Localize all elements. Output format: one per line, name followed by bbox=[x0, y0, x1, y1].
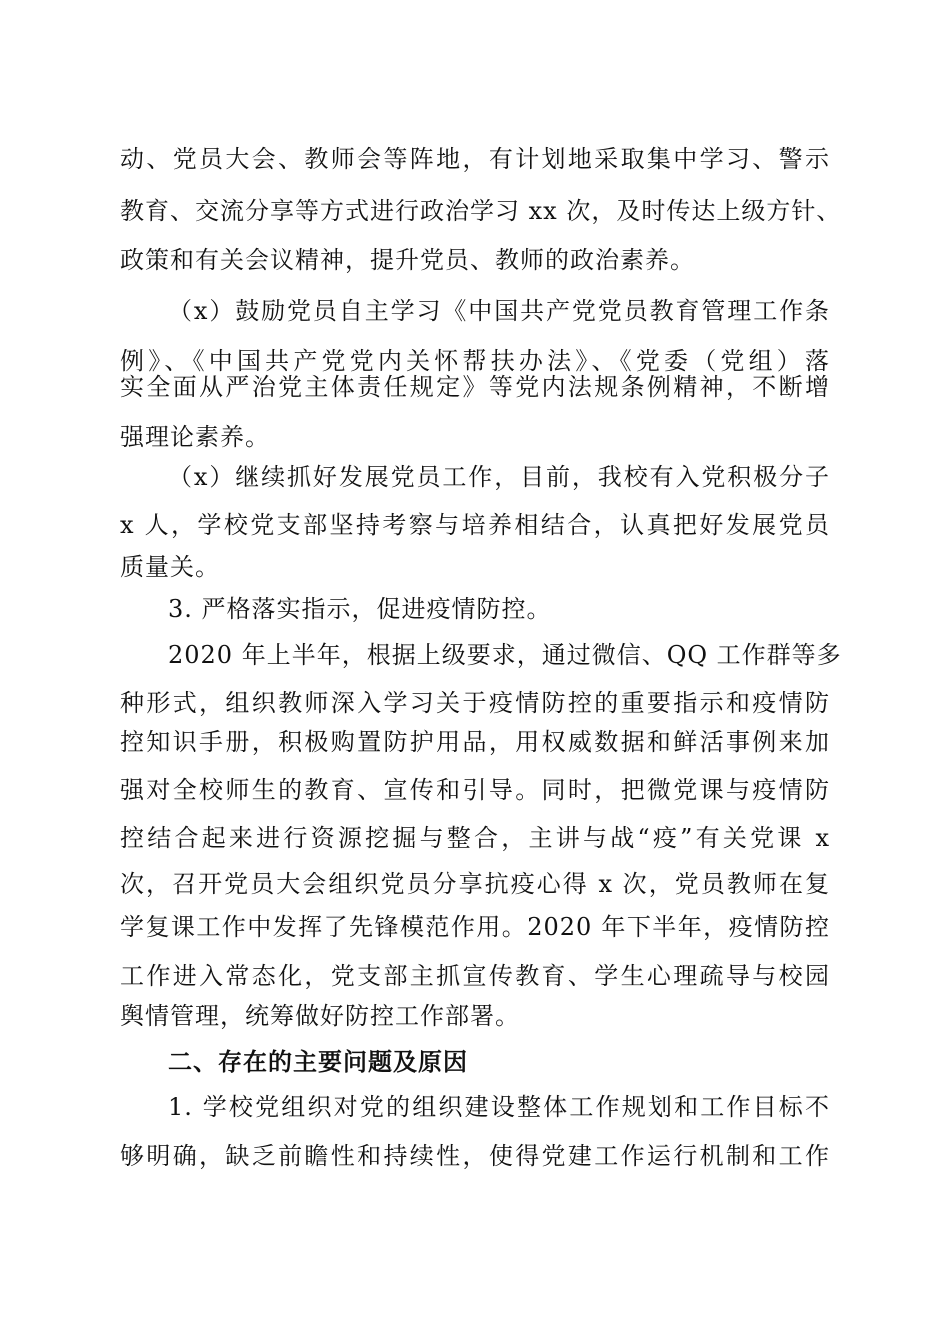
text-line: 实全面从严治党主体责任规定》等党内法规条例精神，不断增 bbox=[120, 373, 830, 401]
text-line: 2020 年上半年，根据上级要求，通过微信、QQ 工作群等多 bbox=[168, 641, 842, 669]
text-line: （x）鼓励党员自主学习《中国共产党党员教育管理工作条 bbox=[168, 297, 830, 325]
text-line: 1. 学校党组织对党的组织建设整体工作规划和工作目标不 bbox=[168, 1093, 830, 1121]
text-line: （x）继续抓好发展党员工作，目前，我校有入党积极分子 bbox=[168, 463, 830, 491]
text-line: 种形式，组织教师深入学习关于疫情防控的重要指示和疫情防 bbox=[120, 689, 830, 717]
text-line: 强对全校师生的教育、宣传和引导。同时，把微党课与疫情防 bbox=[120, 776, 830, 804]
section-subheading: 3. 严格落实指示，促进疫情防控。 bbox=[168, 595, 552, 623]
text-line: 控知识手册，积极购置防护用品，用权威数据和鲜活事例来加 bbox=[120, 728, 830, 756]
text-line: x 人，学校党支部坚持考察与培养相结合，认真把好发展党员 bbox=[120, 511, 830, 539]
text-line: 质量关。 bbox=[120, 553, 220, 581]
text-line: 动、党员大会、教师会等阵地，有计划地采取集中学习、警示 bbox=[120, 145, 830, 173]
text-line: 政策和有关会议精神，提升党员、教师的政治素养。 bbox=[120, 246, 695, 274]
text-line: 例》、《中国共产党党内关怀帮扶办法》、《党委（党组）落 bbox=[120, 347, 830, 375]
text-line: 舆情管理，统筹做好防控工作部署。 bbox=[120, 1002, 520, 1030]
text-line: 教育、交流分享等方式进行政治学习 xx 次，及时传达上级方针、 bbox=[120, 197, 842, 225]
text-line: 够明确，缺乏前瞻性和持续性，使得党建工作运行机制和工作 bbox=[120, 1142, 830, 1170]
section-heading: 二、存在的主要问题及原因 bbox=[168, 1048, 468, 1076]
text-line: 次，召开党员大会组织党员分享抗疫心得 x 次，党员教师在复 bbox=[120, 870, 830, 898]
text-line: 控结合起来进行资源挖掘与整合，主讲与战“疫”有关党课 x bbox=[120, 824, 830, 852]
text-line: 工作进入常态化，党支部主抓宣传教育、学生心理疏导与校园 bbox=[120, 962, 830, 990]
text-line: 强理论素养。 bbox=[120, 423, 270, 451]
text-line: 学复课工作中发挥了先锋模范作用。2020 年下半年，疫情防控 bbox=[120, 913, 830, 941]
